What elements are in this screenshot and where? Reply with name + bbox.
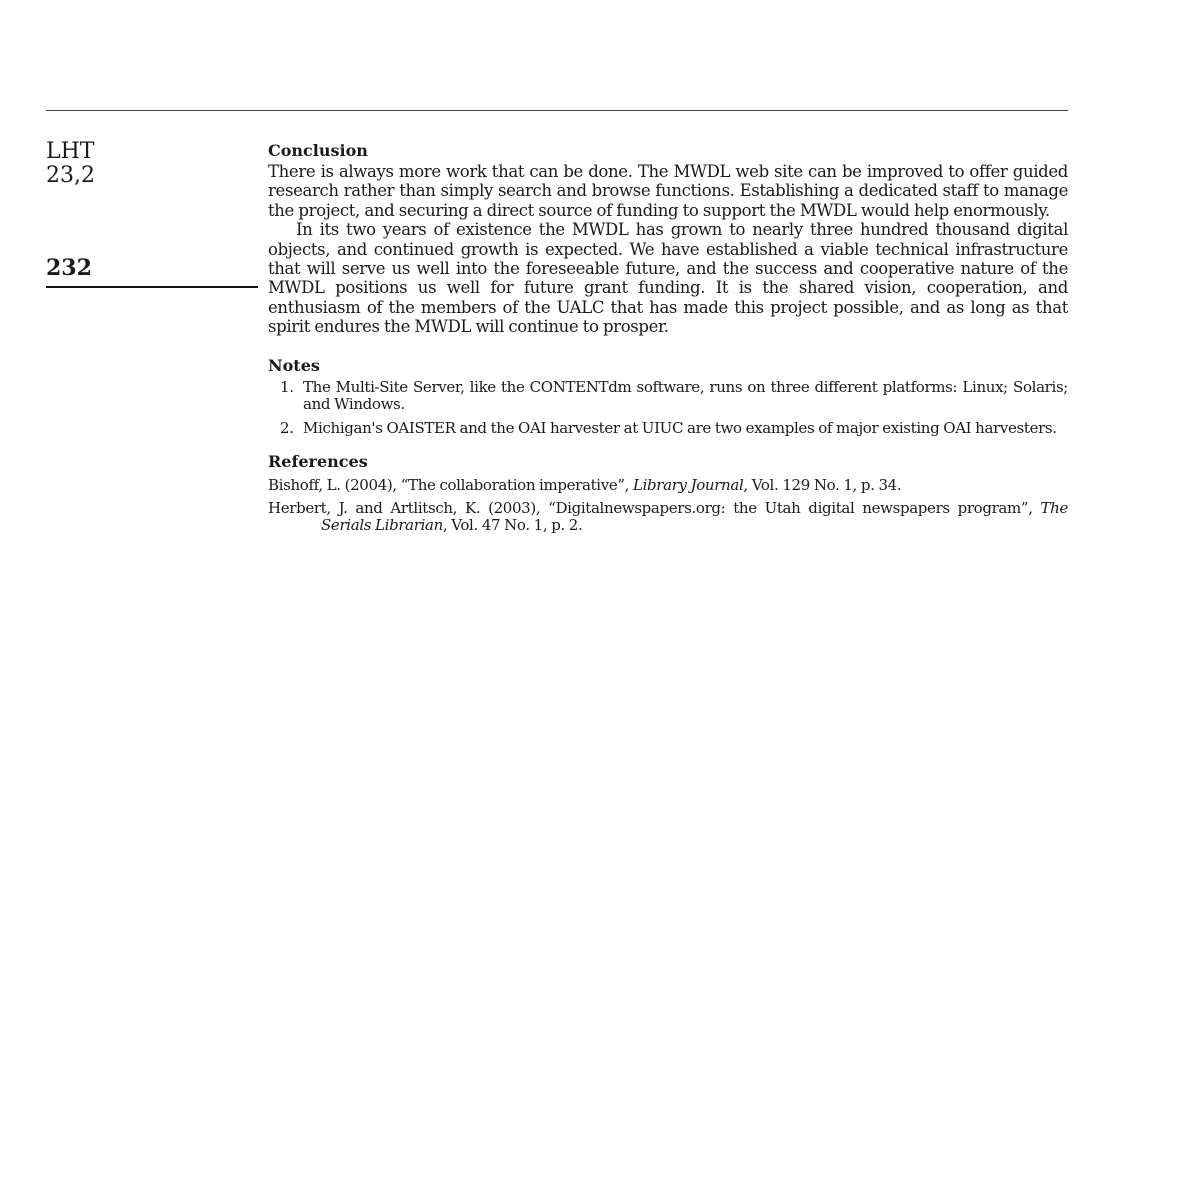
journal-abbreviation: LHT — [46, 139, 95, 164]
conclusion-paragraph: There is always more work that can be done. The MWDL web site can be improved to offer guided research rather than simply search and browse functions. Establishing a dedicated staff to manage the project, and securing a direct source of funding to support the MWDL would help enormously. — [268, 162, 1068, 220]
conclusion-paragraph: In its two years of existence the MWDL has grown to nearly three hundred thousand digital objects, and continued growth is expected. We have established a viable technical infrastructure that will serve us well into the foreseeable future, and the success and cooperative nature of the MWDL positions us well for future grant funding. It is the shared vision, cooperation, and enthusiasm of the members of the UALC that has made this project possible, and as long as that spirit endures the MWDL will continue to prosper. — [268, 220, 1068, 337]
notes-list — [268, 379, 1068, 437]
reference-citation: Herbert, J. and Artlitsch, K. (2003), “Digitalnewspapers.org: the Utah digital newspapers program”, — [268, 498, 1041, 517]
reference-journal: The Serials Librarian — [321, 498, 1068, 534]
reference-entry — [268, 477, 1068, 494]
reference-entry — [268, 500, 1068, 534]
note-number: 2. — [280, 418, 294, 437]
article-body — [268, 140, 1068, 540]
journal-volume: 23,2 — [46, 163, 95, 188]
note-number: 1. — [280, 377, 294, 396]
reference-details: , Vol. 47 No. 1, p. 2. — [442, 515, 583, 534]
reference-details: , Vol. 129 No. 1, p. 34. — [743, 475, 902, 494]
note-item — [268, 420, 1068, 437]
note-text: The Multi-Site Server, like the CONTENTdm software, runs on three different platforms: Linux; Solaris; and Windows. — [303, 377, 1068, 413]
conclusion-heading: Conclusion — [268, 141, 368, 160]
page-number: 232 — [46, 255, 92, 281]
header-rule — [46, 110, 1068, 111]
running-margin — [46, 139, 258, 281]
references-heading: References — [268, 451, 368, 471]
note-text: Michigan's OAISTER and the OAI harvester at UIUC are two examples of major existing OAI harvesters. — [303, 418, 1057, 437]
notes-heading: Notes — [268, 355, 320, 375]
reference-citation: Bishoff, L. (2004), “The collaboration imperative”, — [268, 475, 633, 494]
note-item — [268, 379, 1068, 413]
page-number-rule — [46, 286, 258, 288]
reference-journal: Library Journal — [633, 475, 744, 494]
